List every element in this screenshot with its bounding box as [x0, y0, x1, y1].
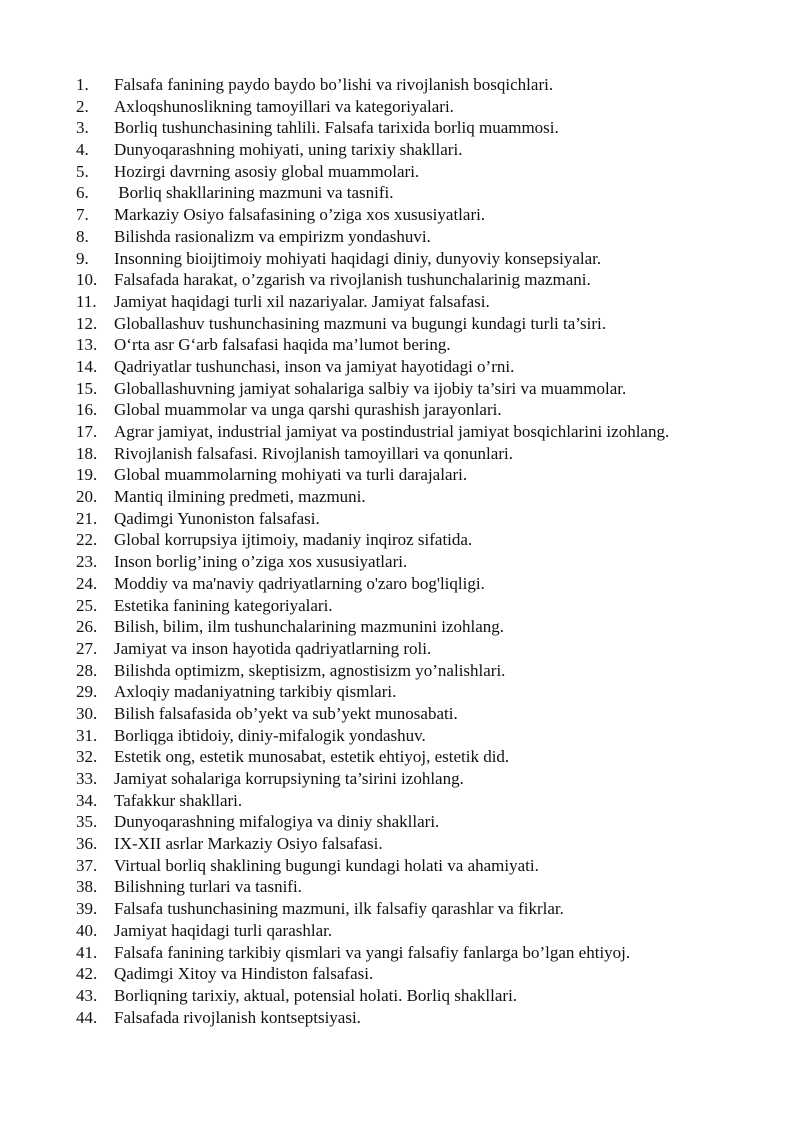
question-number: 27.	[76, 638, 98, 658]
question-text: Borliqga ibtidoiy, diniy-mifalogik yondashuv.	[114, 725, 426, 745]
question-text: Moddiy va ma'naviy qadriyatlarning o'zaro bog'liqligi.	[114, 573, 485, 593]
question-text: Virtual borliq shaklining bugungi kundagi holati va ahamiyati.	[114, 855, 539, 875]
question-number: 42.	[76, 964, 98, 984]
question-text: IX-XII asrlar Markaziy Osiyo falsafasi.	[114, 834, 383, 854]
question-number: 11.	[76, 291, 97, 311]
question-number: 2.	[76, 96, 89, 116]
question-number: 26.	[76, 617, 98, 637]
question-text: Jamiyat va inson hayotida qadriyatlarning roli.	[114, 638, 432, 658]
question-text: Borliq tushunchasining tahlili. Falsafa tarixida borliq muammosi.	[114, 118, 559, 138]
question-number: 10.	[76, 270, 98, 290]
question-number: 9.	[76, 248, 89, 268]
question-text: Borliqning tarixiy, aktual, potensial holati. Borliq shakllari.	[114, 985, 518, 1005]
question-number: 3.	[76, 118, 89, 138]
question-text: Tafakkur shakllari.	[114, 790, 243, 810]
question-text: Estetik ong, estetik munosabat, estetik ehtiyoj, estetik did.	[114, 747, 510, 767]
question-text: Qadriyatlar tushunchasi, inson va jamiyat hayotidagi o’rni.	[114, 356, 515, 376]
question-text: Estetika fanining kategoriyalari.	[114, 595, 333, 615]
question-text: Jamiyat sohalariga korrupsiyning ta’sirini izohlang.	[114, 769, 464, 788]
question-number: 20.	[76, 487, 98, 507]
question-text: Falsafa fanining tarkibiy qismlari va yangi falsafiy fanlarga bo’lgan ehtiyoj.	[114, 942, 631, 962]
question-number: 23.	[76, 552, 98, 572]
question-text: Global korrupsiya ijtimoiy, madaniy inqiroz sifatida.	[114, 530, 473, 550]
question-number: 14.	[76, 356, 98, 376]
question-number: 7.	[76, 205, 89, 225]
question-text: Agrar jamiyat, industrial jamiyat va postindustrial jamiyat bosqichlarini izohlang.	[114, 422, 670, 441]
question-number: 29.	[76, 682, 98, 702]
question-number: 4.	[76, 140, 89, 160]
question-number: 19.	[76, 465, 98, 485]
question-number: 30.	[76, 703, 98, 723]
question-text: Markaziy Osiyo falsafasining o’ziga xos xususiyatlari.	[114, 205, 486, 225]
question-text: Falsafada rivojlanish kontseptsiyasi.	[114, 1007, 361, 1027]
question-number: 1.	[76, 75, 89, 94]
question-text: Global muammolarning mohiyati va turli darajalari.	[114, 465, 468, 485]
question-number: 38.	[76, 877, 98, 897]
question-text: Bilishda optimizm, skeptisizm, agnostisizm yo’nalishlari.	[114, 660, 506, 680]
question-number: 35.	[76, 812, 98, 832]
question-number: 15.	[76, 378, 98, 398]
question-text: Insonning bioijtimoiy mohiyati haqidagi diniy, dunyoviy konsepsiyalar.	[114, 248, 602, 268]
question-text: Falsafa fanining paydo baydo bo’lishi va rivojlanish bosqichlari.	[114, 75, 554, 94]
question-number: 16.	[76, 400, 98, 420]
question-text: Bilishda rasionalizm va empirizm yondashuvi.	[114, 226, 431, 246]
question-number: 13.	[76, 335, 98, 355]
question-text: Borliq shakllarining mazmuni va tasnifi.	[114, 183, 394, 203]
question-text: O‘rta asr G‘arb falsafasi haqida ma’lumot bering.	[114, 335, 451, 355]
question-number: 21.	[76, 508, 98, 528]
question-text: Qadimgi Xitoy va Hindiston falsafasi.	[114, 964, 374, 984]
question-number: 24.	[76, 573, 98, 593]
question-text: Falsafada harakat, o’zgarish va rivojlanish tushunchalarinig mazmani.	[114, 270, 591, 290]
question-text: Mantiq ilmining predmeti, mazmuni.	[114, 487, 366, 507]
question-text: Bilish, bilim, ilm tushunchalarining mazmunini izohlang.	[114, 617, 505, 637]
question-number: 43.	[76, 985, 98, 1005]
question-number: 31.	[76, 725, 98, 745]
question-number: 41.	[76, 942, 98, 962]
question-number: 12.	[76, 313, 98, 333]
question-number: 6.	[76, 183, 89, 203]
question-number: 34.	[76, 790, 98, 810]
question-text: Global muammolar va unga qarshi qurashish jarayonlari.	[114, 400, 502, 420]
question-number: 25.	[76, 595, 98, 615]
question-text: Bilishning turlari va tasnifi.	[114, 877, 302, 897]
question-number: 37.	[76, 855, 98, 875]
question-number: 44.	[76, 1007, 98, 1027]
question-number: 32.	[76, 747, 98, 767]
question-number: 18.	[76, 443, 98, 463]
question-text: Globallashuv tushunchasining mazmuni va bugungi kundagi turli ta’siri.	[114, 313, 606, 333]
question-number: 8.	[76, 226, 89, 246]
question-text: Hozirgi davrning asosiy global muammolari.	[114, 161, 420, 181]
question-text: Jamiyat haqidagi turli xil nazariyalar. Jamiyat falsafasi.	[114, 291, 490, 311]
question-text: Axloqshunoslikning tamoyillari va kategoriyalari.	[114, 96, 454, 116]
question-text: Dunyoqarashning mohiyati, uning tarixiy shakllari.	[114, 140, 463, 160]
question-text: Bilish falsafasida ob’yekt va sub’yekt munosabati.	[114, 703, 458, 723]
question-text: Axloqiy madaniyatning tarkibiy qismlari.	[114, 682, 397, 702]
question-text: Inson borlig’ining o’ziga xos xususiyatlari.	[114, 552, 408, 572]
question-number: 22.	[76, 530, 98, 550]
question-number: 5.	[76, 161, 89, 181]
question-number: 36.	[76, 834, 98, 854]
question-text: Jamiyat haqidagi turli qarashlar.	[114, 920, 333, 940]
question-number: 39.	[76, 899, 98, 919]
question-number: 17.	[76, 422, 98, 441]
question-text: Falsafa tushunchasining mazmuni, ilk falsafiy qarashlar va fikrlar.	[114, 899, 564, 919]
question-number: 33.	[76, 769, 98, 788]
question-text: Qadimgi Yunoniston falsafasi.	[114, 508, 320, 528]
question-text: Globallashuvning jamiyat sohalariga salbiy va ijobiy ta’siri va muammolar.	[114, 378, 627, 398]
question-number: 40.	[76, 920, 98, 940]
question-text: Dunyoqarashning mifalogiya va diniy shakllari.	[114, 812, 440, 832]
question-text: Rivojlanish falsafasi. Rivojlanish tamoyillari va qonunlari.	[114, 443, 513, 463]
question-number: 28.	[76, 660, 98, 680]
